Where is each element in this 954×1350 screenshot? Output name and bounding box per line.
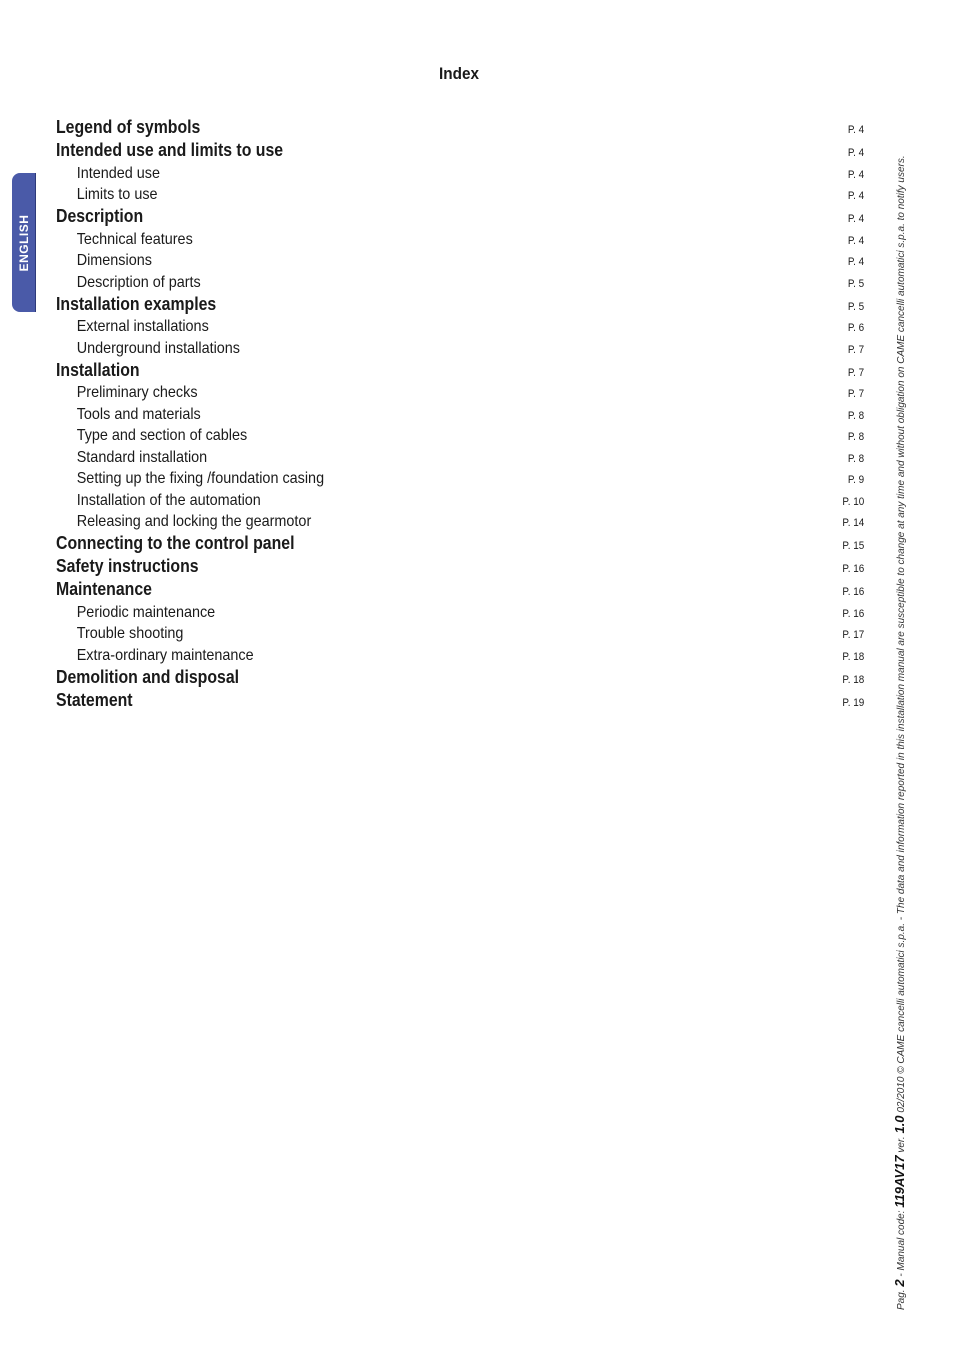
toc-page-number: P. 16 xyxy=(842,607,864,620)
toc-entry-label: Intended use xyxy=(76,164,160,182)
table-of-contents xyxy=(56,115,864,711)
toc-subsection xyxy=(56,227,864,249)
toc-section xyxy=(56,688,864,711)
toc-section xyxy=(56,358,864,381)
toc-section xyxy=(56,531,864,554)
toc-page-number: P. 18 xyxy=(842,650,864,663)
toc-entry-label: Connecting to the control panel xyxy=(56,533,295,553)
toc-section xyxy=(56,115,864,138)
toc-subsection xyxy=(56,381,864,403)
toc-entry-label: Trouble shooting xyxy=(76,625,184,642)
language-tab xyxy=(12,173,36,312)
toc-entry-label: External installations xyxy=(76,318,209,335)
toc-entry-label: Dimensions xyxy=(76,252,152,269)
toc-page-number: P. 4 xyxy=(847,168,864,181)
toc-page-number: P. 4 xyxy=(847,256,864,268)
toc-subsection xyxy=(56,622,864,644)
toc-subsection xyxy=(56,336,864,358)
toc-entry-label: Extra-ordinary maintenance xyxy=(76,646,254,664)
toc-entry-label: Type and section of cables xyxy=(76,427,248,444)
toc-section xyxy=(56,138,864,161)
toc-subsection xyxy=(56,467,864,489)
toc-entry-label: Description xyxy=(56,206,144,226)
toc-entry-label: Legend of symbols xyxy=(56,117,201,137)
toc-section xyxy=(56,204,864,227)
toc-page-number: P. 8 xyxy=(847,409,864,422)
toc-page-number: P. 14 xyxy=(842,517,864,529)
toc-entry-label: Underground installations xyxy=(76,339,241,357)
toc-page-number: P. 6 xyxy=(847,322,864,334)
toc-entry-label: Tools and materials xyxy=(76,405,201,423)
footer-version: 1.0 xyxy=(892,1115,907,1134)
toc-subsection xyxy=(56,510,864,532)
toc-page-number: P. 16 xyxy=(842,563,864,575)
page-title: Index xyxy=(439,64,479,83)
toc-page-number: P. 15 xyxy=(842,540,864,552)
footer-manual-code-label: - Manual code: xyxy=(896,1210,907,1277)
toc-entry-label: Intended use and limits to use xyxy=(56,140,284,160)
toc-entry-label: Statement xyxy=(56,689,133,710)
toc-page-number: P. 10 xyxy=(842,495,864,508)
toc-page-number: P. 8 xyxy=(847,431,864,443)
toc-subsection xyxy=(56,445,864,467)
footer-pag-label: Pag. xyxy=(896,1289,907,1310)
toc-entry-label: Installation examples xyxy=(56,293,217,314)
toc-subsection xyxy=(56,402,864,424)
toc-page-number: P. 5 xyxy=(847,277,864,290)
toc-page-number: P. 16 xyxy=(842,586,864,598)
toc-page-number: P. 7 xyxy=(847,343,864,356)
toc-subsection xyxy=(56,643,864,665)
toc-subsection xyxy=(56,161,864,183)
toc-page-number: P. 5 xyxy=(847,300,864,313)
toc-entry-label: Installation xyxy=(56,359,140,380)
toc-page-number: P. 4 xyxy=(847,147,864,159)
toc-entry-label: Installation of the automation xyxy=(76,491,261,509)
toc-page-number: P. 9 xyxy=(847,474,864,486)
toc-subsection xyxy=(56,424,864,446)
toc-page-number: P. 19 xyxy=(842,696,864,709)
toc-subsection xyxy=(56,488,864,510)
toc-page-number: P. 4 xyxy=(847,190,864,202)
toc-entry-label: Preliminary checks xyxy=(76,384,198,401)
toc-entry-label: Limits to use xyxy=(76,186,158,203)
toc-subsection xyxy=(56,249,864,271)
toc-page-number: P. 18 xyxy=(842,673,864,686)
toc-entry-label: Maintenance xyxy=(56,579,152,599)
toc-section xyxy=(56,577,864,600)
toc-entry-label: Description of parts xyxy=(76,273,201,291)
toc-subsection xyxy=(56,315,864,337)
footer-page-number: 2 xyxy=(892,1279,907,1287)
toc-page-number: P. 17 xyxy=(842,629,864,641)
footer-notice-text: 02/2010 © CAME cancelli automatici s.p.a. - The data and information reported in this installation manual are susceptible to change at any time and without obligation on CAME cancelli automatici s.p.a. to notify users. xyxy=(896,155,907,1113)
toc-subsection xyxy=(56,600,864,622)
toc-subsection xyxy=(56,183,864,205)
language-tab-label: ENGLISH xyxy=(17,214,31,271)
toc-section xyxy=(56,292,864,315)
footer-manual-code: 119AV17 xyxy=(892,1155,907,1208)
toc-page-number: P. 4 xyxy=(847,124,864,136)
toc-page-number: P. 4 xyxy=(847,234,864,247)
toc-page-number: P. 4 xyxy=(847,213,864,225)
footer-notice xyxy=(892,155,907,1310)
toc-entry-label: Releasing and locking the gearmotor xyxy=(76,513,312,530)
toc-page-number: P. 7 xyxy=(847,388,864,400)
toc-page-number: P. 8 xyxy=(847,452,864,465)
toc-entry-label: Safety instructions xyxy=(56,556,199,576)
toc-entry-label: Technical features xyxy=(76,230,193,248)
toc-section xyxy=(56,554,864,577)
toc-entry-label: Periodic maintenance xyxy=(76,603,216,621)
toc-entry-label: Demolition and disposal xyxy=(56,666,240,687)
toc-entry-label: Standard installation xyxy=(76,448,208,466)
toc-subsection xyxy=(56,270,864,292)
toc-section xyxy=(56,665,864,688)
toc-page-number: P. 7 xyxy=(847,366,864,379)
footer-version-label: ver. xyxy=(896,1136,907,1153)
toc-entry-label: Setting up the fixing /foundation casing xyxy=(76,470,325,487)
